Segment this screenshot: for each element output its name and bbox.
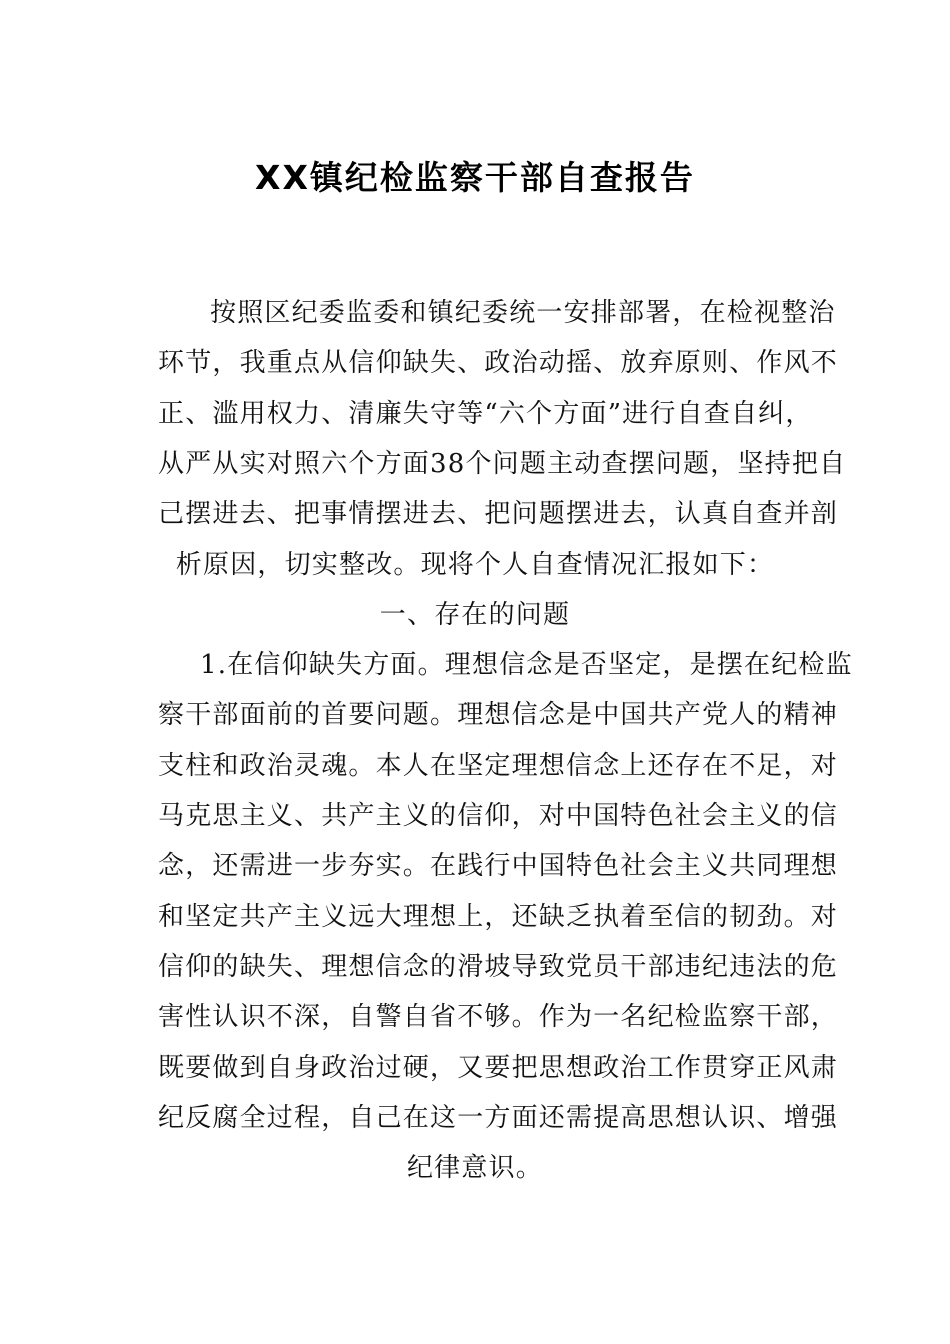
item1-line-9: 既要做到自身政治过硬，又要把思想政治工作贯穿正风肃 (158, 1053, 839, 1083)
item1-line-8: 害性认识不深，自警自省不够。作为一名纪检监察干部， (158, 1002, 839, 1032)
item1-line-2: 察干部面前的首要问题。理想信念是中国共产党人的精神 (158, 700, 839, 730)
intro-line-3: 正、滥用权力、清廉失守等“六个方面”进行自查自纠， (158, 399, 813, 429)
item1-line-6: 和坚定共产主义远大理想上，还缺乏执着至信的韧劲。对 (158, 902, 839, 932)
intro-line-4: 从严从实对照六个方面38个问题主动查摆问题，坚持把自 (158, 449, 847, 479)
intro-line-5: 己摆进去、把事情摆进去、把问题摆进去，认真自查并剖 (158, 499, 839, 529)
item1-line-3: 支柱和政治灵魂。本人在坚定理想信念上还存在不足，对 (158, 751, 839, 781)
item1-line-5: 念，还需进一步夯实。在践行中国特色社会主义共同理想 (158, 851, 839, 881)
intro-line-1: 按照区纪委监委和镇纪委统一安排部署，在检视整治 (210, 298, 836, 328)
item1-line-7: 信仰的缺失、理想信念的滑坡导致党员干部违纪违法的危 (158, 952, 839, 982)
item1-line-11: 纪律意识。 (406, 1153, 543, 1183)
intro-line-6: 析原因，切实整改。现将个人自查情况汇报如下： (175, 550, 775, 580)
item1-line-10: 纪反腐全过程，自己在这一方面还需提高思想认识、增强 (158, 1103, 839, 1133)
intro-line-2: 环节，我重点从信仰缺失、政治动摇、放弃原则、作风不 (158, 348, 839, 378)
section-heading: 一、存在的问题 (379, 600, 571, 630)
item1-line-4: 马克思主义、共产主义的信仰，对中国特色社会主义的信 (158, 801, 839, 831)
item1-line-1: 1.在信仰缺失方面。理想信念是否坚定，是摆在纪检监 (200, 650, 853, 680)
document-title: XX镇纪检监察干部自查报告 (255, 158, 695, 197)
